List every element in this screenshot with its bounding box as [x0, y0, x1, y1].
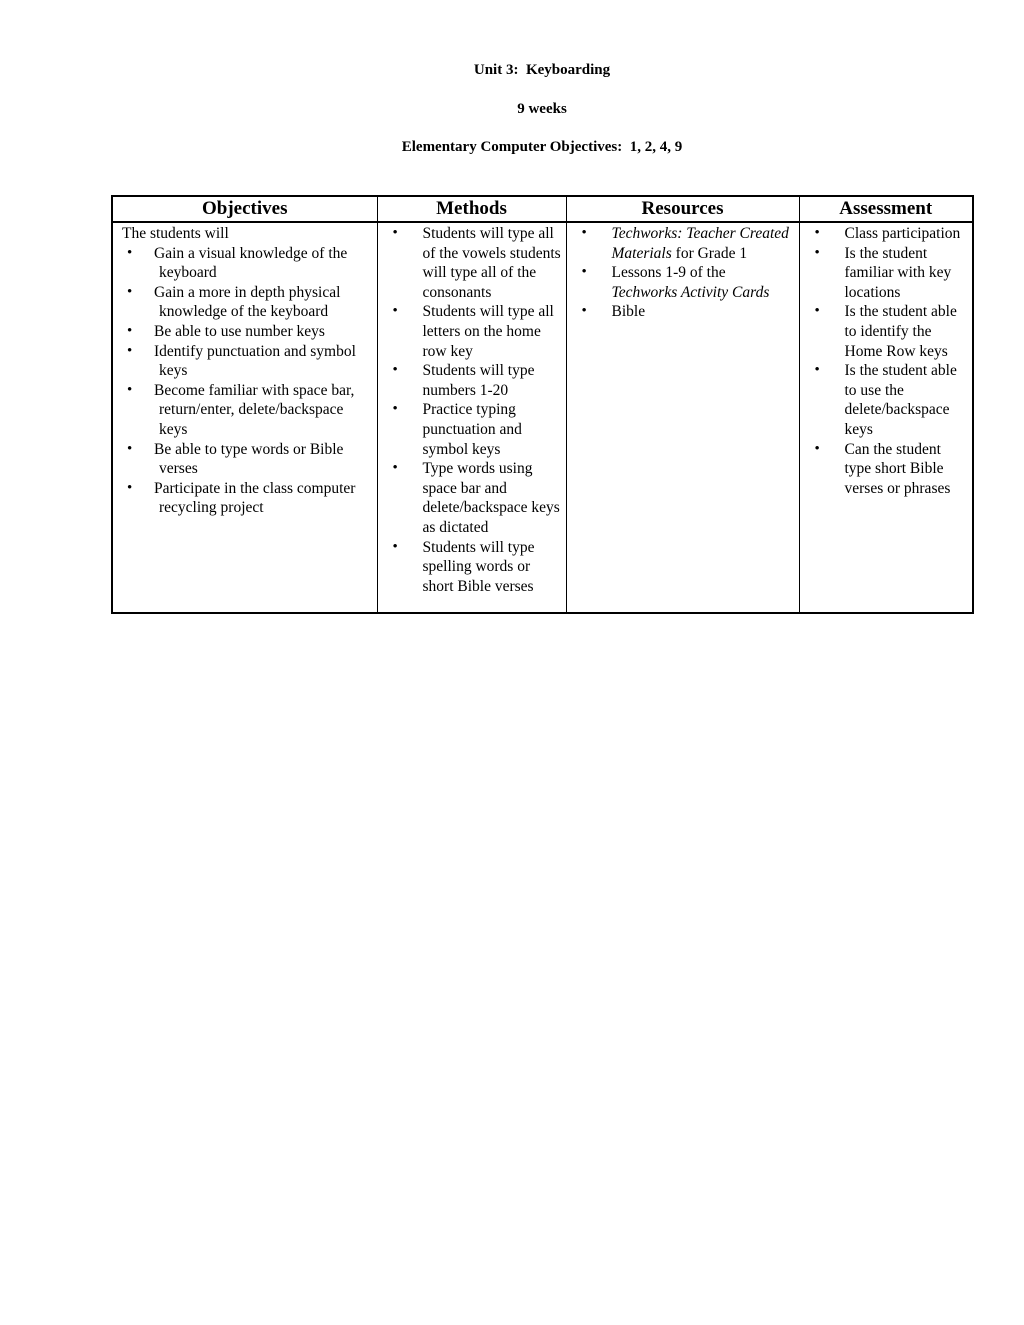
bullet-icon: • — [814, 362, 820, 379]
assessment-item — [804, 244, 969, 303]
method-item — [382, 538, 562, 597]
assessment-item-text: Is the student familiar with key locations — [844, 244, 952, 301]
bullet-icon: • — [581, 225, 587, 241]
bullet-icon: • — [127, 381, 133, 398]
bullet-icon: • — [581, 303, 587, 320]
bullet-icon: • — [127, 342, 133, 359]
objective-item-text: Participate in the class computer recycling project — [154, 479, 356, 517]
objective-item-text: Become familiar with space bar, return/enter, delete/backspace keys — [154, 381, 355, 438]
bullet-icon: • — [392, 362, 398, 379]
objective-item — [117, 440, 373, 479]
assessment-item-text: Can the student type short Bible verses or phrases — [844, 440, 951, 497]
column-header-methods: Methods — [377, 196, 566, 222]
method-item — [382, 459, 562, 537]
resource-italic-text: Techworks: Teacher Created Materials — [611, 225, 789, 262]
assessment-item — [804, 440, 969, 499]
method-item-text: Students will type all of the vowels students will type all of the consonants — [422, 225, 561, 301]
assessment-item — [804, 302, 969, 361]
objective-item-text: Gain a more in depth physical knowledge of the keyboard — [154, 283, 341, 321]
resource-item — [571, 224, 795, 263]
objective-item-text: Be able to use number keys — [154, 322, 325, 340]
bullet-icon: • — [392, 225, 398, 241]
bullet-icon: • — [814, 440, 820, 457]
objectives-cell — [112, 222, 377, 613]
objective-item-text: Identify punctuation and symbol keys — [154, 342, 356, 380]
method-item — [382, 400, 562, 459]
methods-list — [382, 224, 562, 596]
assessment-item — [804, 224, 969, 244]
method-item — [382, 224, 562, 302]
resource-rest-text: for Grade 1 — [671, 244, 748, 262]
method-item — [382, 361, 562, 400]
objectives-list — [117, 244, 373, 518]
resource-item — [571, 263, 795, 302]
bullet-icon: • — [392, 460, 398, 477]
bullet-icon: • — [814, 244, 820, 261]
method-item-text: Students will type all letters on the home row key — [422, 303, 554, 360]
objective-item-text: Be able to type words or Bible verses — [154, 440, 344, 478]
objectives-reference: Elementary Computer Objectives: 1, 2, 4, 9 — [401, 139, 683, 155]
bullet-icon: • — [127, 244, 133, 261]
assessment-item-text: Class participation — [844, 225, 961, 242]
bullet-icon: • — [392, 401, 398, 418]
method-item-text: Students will type numbers 1-20 — [422, 362, 535, 399]
resource-pre-text: Lessons 1-9 of the — [611, 264, 726, 282]
method-item-text: Students will type spelling words or short Bible verses — [422, 538, 535, 595]
column-header-assessment: Assessment — [799, 196, 973, 222]
bullet-icon: • — [392, 303, 398, 320]
unit-duration: 9 weeks — [517, 101, 567, 117]
objective-item — [117, 479, 373, 518]
methods-cell — [377, 222, 566, 613]
resource-item — [571, 302, 795, 322]
assessment-list — [804, 224, 969, 498]
method-item-text: Type words using space bar and delete/backspace keys as dictated — [422, 460, 560, 536]
objective-item-text: Gain a visual knowledge of the keyboard — [154, 244, 348, 282]
bullet-icon: • — [392, 538, 398, 555]
bullet-icon: • — [127, 283, 133, 300]
assessment-item-text: Is the student able to identify the Home Row keys — [844, 303, 957, 360]
bullet-icon: • — [127, 440, 133, 457]
lesson-plan-table — [111, 195, 974, 614]
objective-item — [117, 322, 373, 342]
resource-pre-text: Bible — [611, 303, 646, 321]
assessment-cell — [799, 222, 973, 613]
resource-italic-text: Techworks Activity Cards — [611, 283, 770, 301]
resources-cell — [566, 222, 799, 613]
assessment-item — [804, 361, 969, 439]
objectives-intro: The students will — [122, 225, 229, 242]
bullet-icon: • — [581, 264, 587, 281]
column-header-objectives: Objectives — [112, 196, 377, 222]
assessment-item-text: Is the student able to use the delete/backspace keys — [844, 362, 957, 438]
bullet-icon: • — [127, 322, 133, 339]
bullet-icon: • — [814, 225, 820, 241]
unit-title: Unit 3: Keyboarding — [473, 62, 611, 78]
method-item — [382, 302, 562, 361]
objective-item — [117, 381, 373, 440]
table-header-row — [112, 196, 973, 222]
method-item-text: Practice typing punctuation and symbol keys — [422, 401, 522, 458]
column-header-resources: Resources — [566, 196, 799, 222]
bullet-icon: • — [127, 479, 133, 496]
resources-list — [571, 224, 795, 322]
objective-item — [117, 283, 373, 322]
bullet-icon: • — [814, 303, 820, 320]
table-row — [112, 222, 973, 613]
objective-item — [117, 342, 373, 381]
objective-item — [117, 244, 373, 283]
